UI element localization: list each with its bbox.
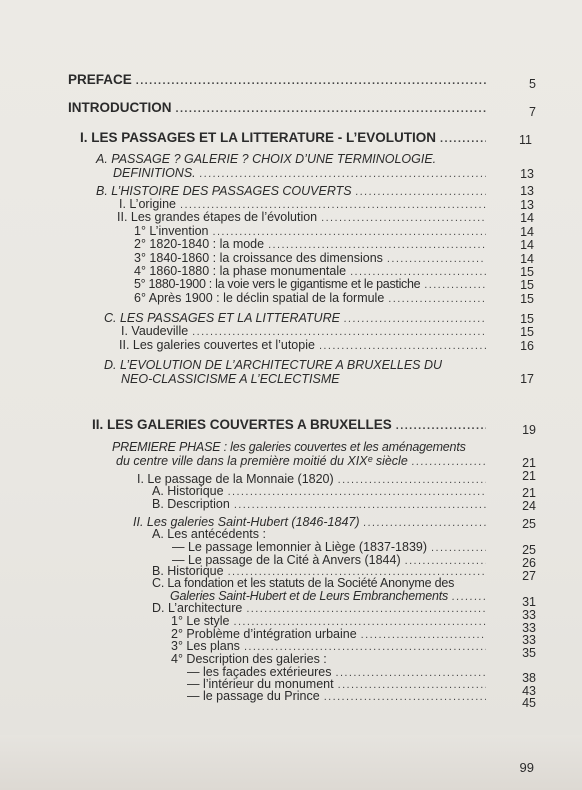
- toc-entry-gigantisme: [134, 277, 486, 292]
- toc-page: 5: [529, 77, 536, 91]
- toc-entry-antecedents: A. Les antécédents :: [152, 527, 266, 541]
- toc-page: 15: [520, 292, 534, 306]
- toc-page: 13: [520, 167, 534, 181]
- toc-page: 15: [520, 325, 534, 339]
- toc-page: 16: [520, 339, 534, 353]
- toc-page: 33: [522, 608, 536, 622]
- toc-label: PREFACE: [68, 72, 132, 87]
- toc-label: Galeries Saint-Hubert et de Leurs Embranchements: [170, 589, 449, 603]
- toc-label: 6° Après 1900 : le déclin spatial de la formule: [134, 291, 385, 305]
- toc-page: 14: [520, 225, 534, 239]
- toc-page: 19: [522, 423, 536, 437]
- toc-entry-part-1: [80, 131, 486, 146]
- toc-page: 7: [529, 105, 536, 119]
- toc-label: II. LES GALERIES COUVERTES A BRUXELLES: [92, 417, 392, 432]
- toc-page: 11: [519, 133, 532, 147]
- toc-page: 35: [522, 646, 536, 660]
- toc-entry-utopie: [119, 338, 486, 353]
- toc-page: 14: [520, 211, 534, 225]
- toc-label: C. LES PASSAGES ET LA LITTERATURE: [104, 311, 340, 325]
- toc-entry-definitions: [113, 166, 486, 181]
- toc-label: 2° 1820-1840 : la mode: [134, 237, 265, 251]
- toc-label: du centre ville dans la première moitié du XIXᵉ siècle: [116, 454, 408, 468]
- toc-label: I. L’origine: [119, 197, 176, 211]
- toc-entry-prince: [187, 689, 486, 704]
- toc-label: II. Les galeries Saint-Hubert (1846-1847): [133, 515, 360, 529]
- toc-entry-description: [152, 497, 486, 512]
- toc-page: 13: [520, 198, 534, 212]
- toc-label: B. Historique: [152, 564, 224, 578]
- toc-entry-description-galeries: 4° Description des galeries :: [171, 652, 327, 666]
- page-number: 99: [519, 760, 534, 775]
- toc-entry-eclectisme: NEO-CLASSICISME A L’ECLECTISME: [121, 372, 340, 386]
- toc-label: II. Les galeries couvertes et l’utopie: [119, 338, 315, 352]
- toc-entry-centre-ville: [116, 454, 486, 469]
- toc-page: 14: [520, 238, 534, 252]
- toc-label: 4° 1860-1880 : la phase monumentale: [134, 264, 347, 278]
- toc-label: — les façades extérieures: [187, 665, 332, 679]
- toc-entry-premiere-phase: PREMIERE PHASE : les galeries couvertes et les aménagements: [112, 440, 466, 454]
- toc-page: 15: [520, 312, 534, 326]
- toc-entry-fondation: C. La fondation et les statuts de la Société Anonyme des: [152, 576, 455, 590]
- toc-label: DEFINITIONS.: [113, 166, 196, 180]
- toc-label: — Le passage de la Cité à Anvers (1844): [172, 553, 401, 567]
- toc-page: 25: [522, 517, 536, 531]
- toc-label: II. Les grandes étapes de l’évolution: [117, 210, 318, 224]
- toc-page: 21: [522, 469, 536, 483]
- toc-label: A. Historique: [152, 484, 224, 498]
- toc-page: 13: [520, 184, 534, 198]
- toc-entry-etapes: [117, 210, 486, 225]
- toc-page: 33: [522, 633, 536, 647]
- toc-page: 27: [522, 569, 536, 583]
- toc-entry-preface: [68, 73, 486, 88]
- toc-label: INTRODUCTION: [68, 100, 172, 115]
- toc-entry-introduction: [68, 101, 486, 116]
- toc-page: 17: [520, 372, 534, 386]
- toc-entry-part-2: [92, 418, 486, 433]
- toc-page: 26: [522, 556, 536, 570]
- toc-label: I. LES PASSAGES ET LA LITTERATURE - L’EVOLUTION: [80, 130, 437, 145]
- toc-label: 3° Les plans: [171, 639, 240, 653]
- toc-page: 14: [520, 252, 534, 266]
- toc-entry-mode: [134, 237, 486, 252]
- toc-label: — l’intérieur du monument: [187, 677, 334, 691]
- toc-entry-vaudeville: [121, 324, 486, 339]
- toc-page: 31: [522, 595, 536, 609]
- toc-page: 24: [522, 499, 536, 513]
- toc-page: 45: [522, 696, 536, 710]
- toc-label: 3° 1840-1860 : la croissance des dimensions: [134, 251, 383, 265]
- toc-page: 21: [522, 456, 536, 470]
- toc-page: 33: [522, 621, 536, 635]
- toc-label: I. Le passage de la Monnaie (1820): [137, 472, 334, 486]
- toc-label: 1° Le style: [171, 614, 230, 628]
- toc-page: 43: [522, 684, 536, 698]
- toc-page: 21: [522, 486, 536, 500]
- toc-label: B. L’HISTOIRE DES PASSAGES COUVERTS: [96, 184, 352, 198]
- toc-label: B. Description: [152, 497, 230, 511]
- toc-entry-section-a: A. PASSAGE ? GALERIE ? CHOIX D’UNE TERMINOLOGIE.: [96, 152, 437, 166]
- toc-entry-declin: [134, 291, 486, 306]
- toc-page: 15: [520, 265, 534, 279]
- toc-label: 5° 1880-1900 : la voie vers le gigantisme et le pastiche: [134, 277, 421, 291]
- toc-page: 25: [522, 543, 536, 557]
- toc-label: — le passage du Prince: [187, 689, 320, 703]
- toc-label: I. Vaudeville: [121, 324, 189, 338]
- toc-page: 15: [520, 278, 534, 292]
- toc-label: — Le passage lemonnier à Liège (1837-1839): [172, 540, 428, 554]
- toc-entry-section-d: D. L’EVOLUTION DE L’ARCHITECTURE A BRUXELLES DU: [104, 358, 443, 372]
- toc-label: 1° L’invention: [134, 224, 209, 238]
- toc-label: D. L’architecture: [152, 601, 243, 615]
- toc-page: 38: [522, 671, 536, 685]
- toc-label: 2° Problème d’intégration urbaine: [171, 627, 357, 641]
